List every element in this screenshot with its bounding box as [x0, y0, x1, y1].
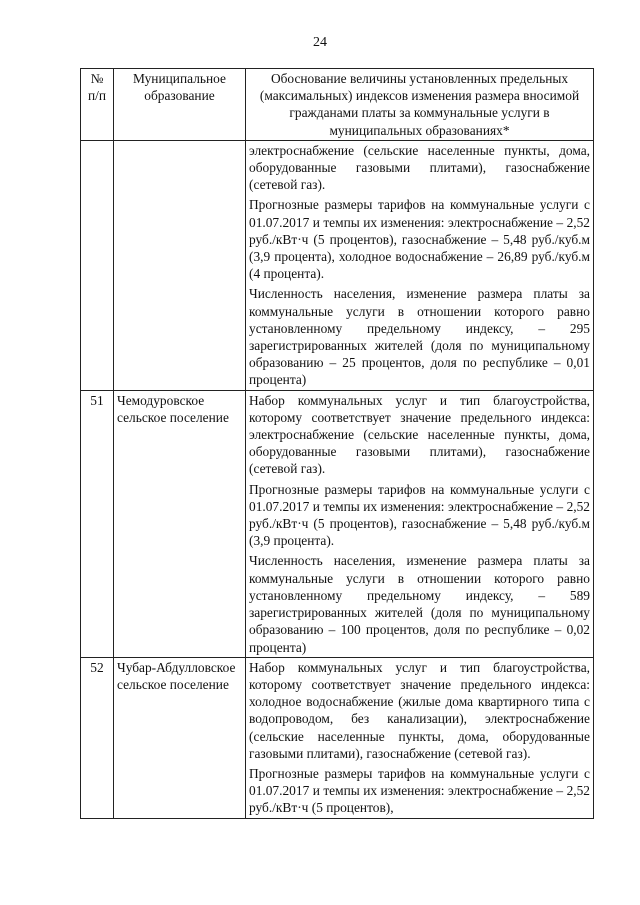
table-row [81, 140, 594, 390]
justification-paragraph: Численность населения, изменение размера платы за коммунальные услуги в отношении которого равно установленному предельному индексу, – 589 зарегистрированных жителей (доля по муниципальному образованию – 100 процентов, доля по республике – 0,02 процента) [249, 553, 590, 655]
table-header-row [81, 69, 594, 141]
row-municipality: Чемодуровское сельское поселение [114, 390, 246, 657]
row-number: 52 [81, 657, 114, 818]
row-municipality [114, 140, 246, 390]
justification-paragraph: Прогнозные размеры тарифов на коммунальные услуги с 01.07.2017 и темпы их изменения: электроснабжение – 2,52 руб./кВт·ч (5 процентов), газоснабжение – 5,48 руб./куб.м (3,9 процента), холодное водоснабжение – 26,89 руб./куб.м (4 процента). [249, 197, 590, 282]
justification-paragraph: Набор коммунальных услуг и тип благоустройства, которому соответствует значение предельного индекса: электроснабжение (сельские населенные пункты, дома, оборудованные газовыми плитами), газоснабжение (сетевой газ). [249, 392, 590, 477]
justification-paragraph: Прогнозные размеры тарифов на коммунальные услуги с 01.07.2017 и темпы их изменения: электроснабжение – 2,52 руб./кВт·ч (5 процентов), газоснабжение – 5,48 руб./куб.м (3,9 процента). [249, 481, 590, 549]
header-municipality: Муниципальное образование [114, 69, 246, 141]
header-number: № п/п [81, 69, 114, 141]
table-row [81, 657, 594, 818]
justification-paragraph: электроснабжение (сельские населенные пункты, дома, оборудованные газовыми плитами), газоснабжение (сетевой газ). [249, 142, 590, 193]
justification-paragraph: Численность населения, изменение размера платы за коммунальные услуги в отношении которого равно установленному предельному индексу, – 295 зарегистрированных жителей (доля по муниципальному образованию – 25 процентов, доля по республике – 0,01 процента) [249, 286, 590, 388]
tariff-justification-table [80, 68, 594, 819]
table-row [81, 390, 594, 657]
justification-paragraph: Набор коммунальных услуг и тип благоустройства, которому соответствует значение предельного индекса: холодное водоснабжение (жилые дома квартирного типа с водопроводом, без канализации), электроснабжение (сельские населенные пункты, дома, оборудованные газовыми плитами), газоснабжение (сетевой газ). [249, 659, 590, 761]
row-number [81, 140, 114, 390]
page-number: 24 [313, 35, 327, 50]
justification-paragraph: Прогнозные размеры тарифов на коммунальные услуги с 01.07.2017 и темпы их изменения: электроснабжение – 2,52 руб./кВт·ч (5 процентов), [249, 765, 590, 816]
row-justification [246, 140, 594, 390]
header-justification: Обоснование величины установленных предельных (максимальных) индексов изменения размера вносимой гражданами платы за коммунальные услуги в муниципальных образованиях* [246, 69, 594, 141]
row-number: 51 [81, 390, 114, 657]
row-municipality: Чубар-Абдулловское сельское поселение [114, 657, 246, 818]
row-justification [246, 657, 594, 818]
row-justification [246, 390, 594, 657]
